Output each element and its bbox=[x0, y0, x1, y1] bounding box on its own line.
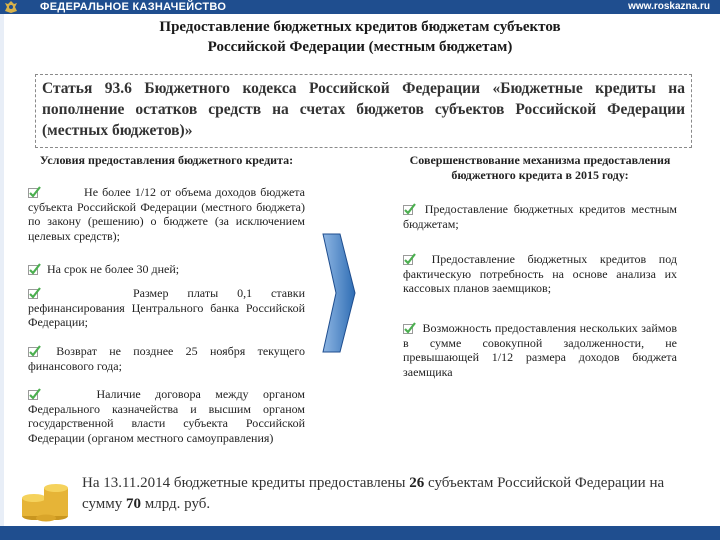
footer-amount: 70 bbox=[126, 496, 141, 512]
coins-icon bbox=[20, 476, 74, 522]
left-decor-strip bbox=[0, 14, 4, 526]
footer-count: 26 bbox=[409, 475, 425, 491]
left-item-2-text: На срок не более 30 дней; bbox=[47, 262, 180, 276]
footer-part-2: субъектам Российской Федерации на сумму bbox=[82, 475, 665, 512]
left-item-5 bbox=[28, 387, 305, 445]
footer-part-3: млрд. руб. bbox=[141, 496, 211, 512]
footer-bar bbox=[0, 526, 720, 540]
title-line-1: Предоставление бюджетных кредитов бюджетам субъектов bbox=[159, 19, 561, 35]
emblem-icon bbox=[3, 0, 19, 14]
checkmark-icon bbox=[28, 388, 41, 400]
checkmark-icon bbox=[403, 203, 416, 215]
right-item-3 bbox=[403, 321, 677, 379]
right-item-3-text: Возможность предоставления нескольких займов в сумме совокупной задолженности, не превышающей 1/12 размера доходов бюджета заемщика bbox=[403, 321, 678, 379]
right-item-2-text: Предоставление бюджетных кредитов под фактическую потребность на основе анализа их кассовых планов заемщиков; bbox=[403, 252, 677, 295]
footer-part-1: На 13.11.2014 бюджетные кредиты предоставлены bbox=[82, 475, 410, 491]
checkmark-icon bbox=[28, 287, 41, 299]
site-link[interactable]: www.roskazna.ru bbox=[628, 1, 710, 12]
right-item-1-text: Предоставление бюджетных кредитов местным бюджетам; bbox=[403, 202, 678, 231]
checkmark-icon bbox=[28, 263, 41, 275]
article-box: Статья 93.6 Бюджетного кодекса Российской Федерации «Бюджетные кредиты на пополнение остатков средств на счетах бюджетов субъектов Российской Федерации (местных бюджетов)» bbox=[35, 74, 692, 148]
left-item-3-text: Размер платы 0,1 ставки рефинансирования Центрального банка Российской Федерации; bbox=[28, 286, 305, 329]
checkmark-icon bbox=[403, 322, 416, 334]
title-line-2: Российской Федерации (местным бюджетам) bbox=[207, 39, 513, 55]
checkmark-icon bbox=[28, 186, 41, 198]
page-title bbox=[80, 17, 640, 57]
footer-text bbox=[82, 473, 702, 515]
left-item-1 bbox=[28, 185, 305, 243]
left-item-1-text: Не более 1/12 от объема доходов бюджета субъекта Российской Федерации (местного бюджета) по закону (решению) о бюджете (за исключением целевых средств); bbox=[28, 185, 305, 243]
left-item-5-text: Наличие договора между органом Федерального казначейства и высшим органом государственной власти субъекта Российской Федерации (органом местного самоуправления) bbox=[28, 387, 306, 445]
header-bar bbox=[0, 0, 720, 14]
right-heading: Совершенствование механизма предоставления бюджетного кредита в 2015 году: bbox=[409, 153, 671, 182]
left-item-2 bbox=[28, 262, 305, 277]
checkmark-icon bbox=[403, 253, 416, 265]
left-item-3 bbox=[28, 286, 305, 330]
org-name: ФЕДЕРАЛЬНОЕ КАЗНАЧЕЙСТВО bbox=[40, 1, 227, 13]
checkmark-icon bbox=[28, 345, 41, 357]
arrow-icon bbox=[322, 233, 356, 353]
left-item-4 bbox=[28, 344, 305, 373]
right-item-2 bbox=[403, 252, 677, 296]
left-item-4-text: Возврат не позднее 25 ноября текущего финансового года; bbox=[28, 344, 305, 373]
right-item-1 bbox=[403, 202, 677, 231]
left-heading: Условия предоставления бюджетного кредита: bbox=[39, 153, 294, 167]
